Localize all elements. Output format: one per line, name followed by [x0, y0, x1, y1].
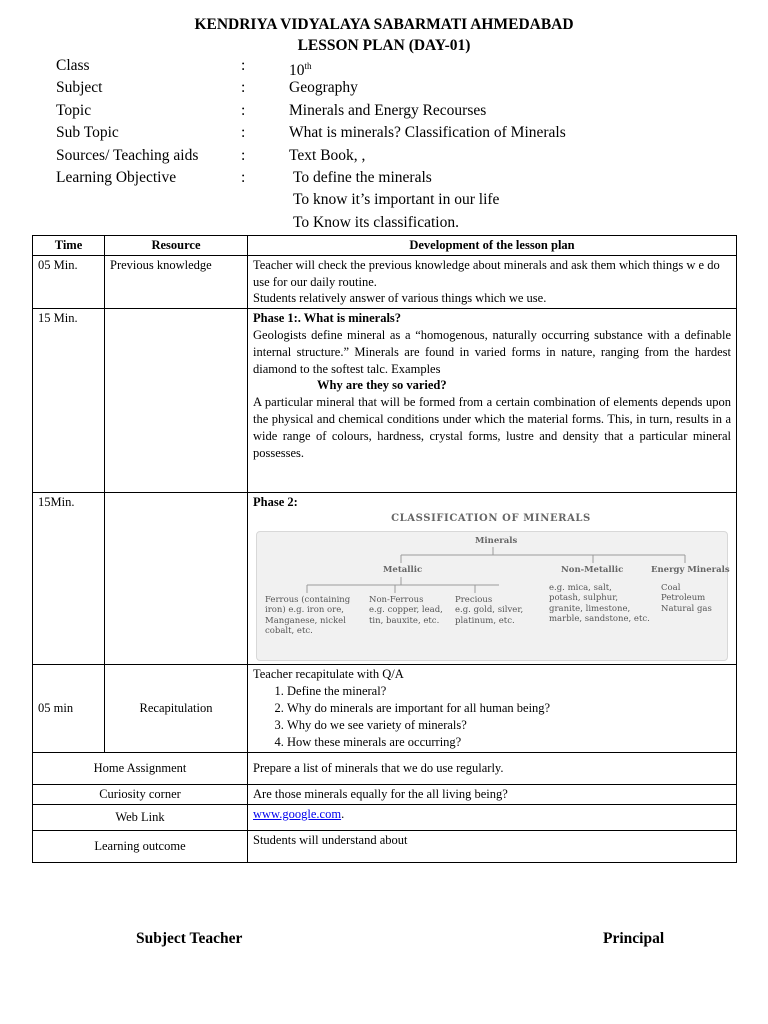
header-development: Development of the lesson plan [248, 236, 737, 256]
web-link-cell: www.google.com. [248, 804, 737, 830]
resource-cell: Recapitulation [105, 665, 248, 753]
resource-cell: Previous knowledge [105, 255, 248, 308]
diagram-energy: Energy Minerals [651, 564, 730, 575]
time-cell: 15Min. [33, 493, 105, 665]
subject-value: Geography [289, 79, 358, 97]
learning-outcome-value: Students will understand about [248, 830, 737, 862]
subject-label: Subject [56, 79, 103, 97]
learning-outcome-label: Learning outcome [33, 830, 248, 862]
list-item: 2. Why do minerals are important for all human being? [287, 700, 731, 717]
web-link-label: Web Link [33, 804, 248, 830]
home-assignment-label: Home Assignment [33, 752, 248, 784]
colon: : [241, 124, 246, 142]
web-link[interactable]: www.google.com [253, 806, 342, 821]
school-name: KENDRIYA VIDYALAYA SABARMATI AHMEDABAD [194, 16, 574, 33]
objective-2: To know it’s important in our life [293, 191, 500, 209]
colon: : [241, 79, 246, 97]
diagram-ferrous: Ferrous (containing iron) e.g. iron ore, Manganese, nickel cobalt, etc. [265, 594, 351, 637]
subject-teacher-signature: Subject Teacher [136, 930, 243, 947]
table-row [33, 752, 737, 784]
diagram-connectors [253, 511, 729, 661]
table-row [33, 255, 737, 308]
header-resource: Resource [105, 236, 248, 256]
list-item: 1. Define the mineral? [287, 683, 731, 700]
previous-knowledge-text: Teacher will check the previous knowledge about minerals and ask them which things w e do use for our daily routine. [253, 257, 720, 289]
table-row [33, 309, 737, 493]
class-label: Class [56, 57, 90, 74]
diagram-energy-examples: Coal Petroleum Natural gas [661, 582, 712, 614]
curiosity-corner-value: Are those minerals equally for the all living being? [248, 784, 737, 804]
principal-signature: Principal [603, 930, 665, 947]
resource-cell [105, 493, 248, 665]
subtopic-label: Sub Topic [56, 124, 119, 142]
table-row [33, 804, 737, 830]
diagram-nonmetallic: Non-Metallic [561, 564, 624, 575]
time-cell: 05 Min. [33, 255, 105, 308]
resource-cell [105, 309, 248, 493]
table-row [33, 665, 737, 753]
phase-2-heading: Phase 2: [253, 495, 298, 510]
home-assignment-value: Prepare a list of minerals that we do use regularly. [248, 752, 737, 784]
objective-1: To define the minerals [293, 168, 432, 186]
development-cell [248, 255, 737, 308]
table-row [33, 784, 737, 804]
colon: : [241, 57, 246, 74]
list-item: 4. How these minerals are occurring? [287, 734, 731, 751]
diagram-nonmetallic-examples: e.g. mica, salt, potash, sulphur, granite, limestone, marble, sandstone, etc. [549, 582, 650, 625]
objective-label: Learning Objective [56, 168, 177, 186]
classification-diagram [253, 511, 729, 661]
development-cell [248, 493, 737, 665]
recap-intro: Teacher recapitulate with Q/A [253, 667, 404, 682]
header-time: Time [33, 236, 105, 256]
subtopic-value: What is minerals? Classification of Minerals [289, 124, 566, 142]
time-cell: 05 min [33, 665, 105, 753]
phase-1-heading: Phase 1:. What is minerals? [253, 311, 402, 326]
diagram-precious: Precious e.g. gold, silver, platinum, etc. [455, 594, 524, 626]
list-item: 3. Why do we see variety of minerals? [287, 717, 731, 734]
recap-questions [253, 683, 731, 751]
colon: : [241, 146, 246, 164]
diagram-title: CLASSIFICATION OF MINERALS [391, 512, 591, 524]
variety-subheading: Why are they so varied? [317, 378, 447, 393]
lesson-plan-table [32, 235, 737, 863]
development-cell [248, 665, 737, 753]
table-row [33, 493, 737, 665]
colon: : [241, 101, 246, 119]
student-answer-text: Students relatively answer of various things which we use. [253, 291, 547, 306]
class-value: 10th [289, 61, 312, 80]
diagram-root: Minerals [475, 535, 518, 546]
table-header-row [33, 236, 737, 256]
diagram-metallic: Metallic [383, 564, 423, 575]
objective-3: To Know its classification. [293, 213, 459, 231]
colon: : [241, 168, 246, 186]
sources-value: Text Book, , [289, 146, 366, 164]
diagram-nonferrous: Non-Ferrous e.g. copper, lead, tin, bauxite, etc. [369, 594, 443, 626]
topic-label: Topic [56, 101, 92, 119]
curiosity-corner-label: Curiosity corner [33, 784, 248, 804]
time-cell: 15 Min. [33, 309, 105, 493]
sources-label: Sources/ Teaching aids [56, 146, 199, 164]
development-cell [248, 309, 737, 493]
table-row [33, 830, 737, 862]
mineral-definition-text: Geologists define mineral as a “homogenous, naturally occurring substance with a definable internal structure.” Minerals are found in varied forms in nature, ranging from the hardest diamond to the softest talc. Examples [253, 327, 731, 376]
topic-value: Minerals and Energy Recourses [289, 101, 487, 119]
variety-explanation-text: A particular mineral that will be formed from a certain combination of elements depends upon the physical and chemical conditions under which the material forms. This, in turn, results in a wide range of colours, hardness, crystal forms, lustre and density that a particular mineral possesses. [253, 395, 731, 460]
page-title: LESSON PLAN (DAY-01) [297, 37, 471, 54]
